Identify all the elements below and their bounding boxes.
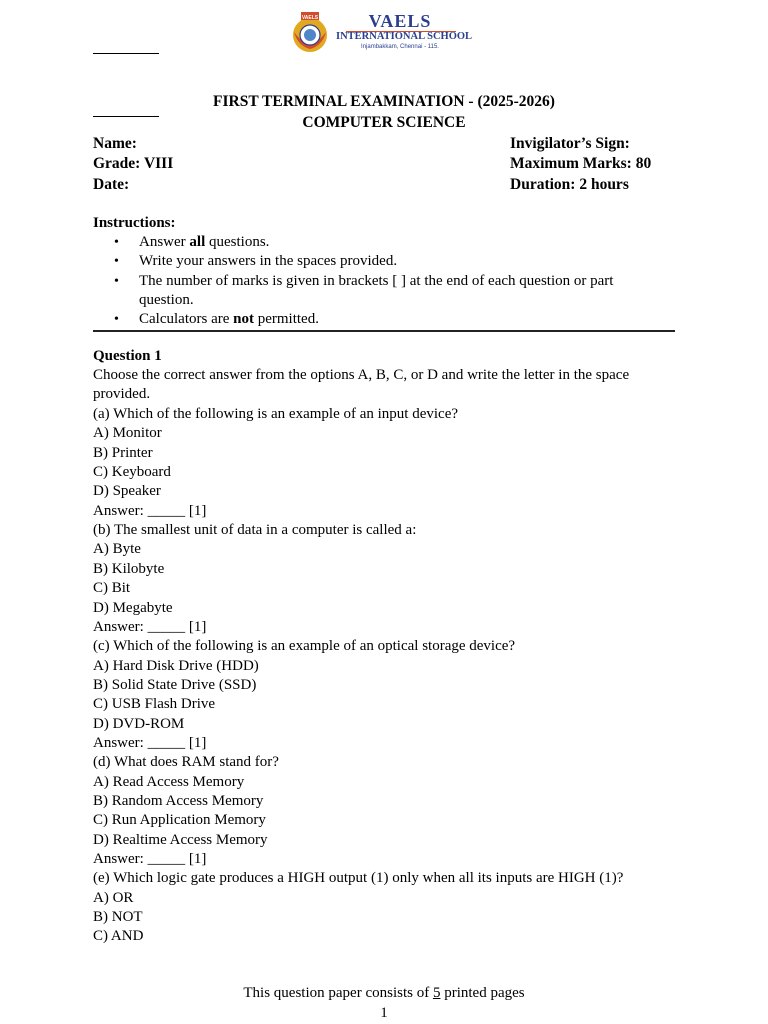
answer-blank: Answer: _____ [1] [93, 502, 207, 519]
answer-option: C) USB Flash Drive [93, 696, 216, 713]
answer-option: C) Keyboard [93, 464, 171, 481]
question-stem: (a) Which of the following is an example of an input device? [93, 406, 459, 422]
question-1-intro: Choose the correct answer from the options A, B, C, or D and write the letter in the space [93, 367, 630, 383]
answer-option: A) Byte [93, 541, 141, 558]
section-divider [93, 330, 675, 332]
answer-option: A) Read Access Memory [93, 773, 245, 790]
invigilator-sign-label: Invigilator’s Sign: [510, 135, 630, 152]
answer-blank: Answer: _____ [1] [93, 851, 207, 868]
question-stem: (b) The smallest unit of data in a computer is called a: [93, 522, 417, 539]
grade-label: Grade: VIII [93, 155, 174, 172]
answer-option: A) Monitor [93, 425, 162, 442]
answer-option: D) Realtime Access Memory [93, 831, 268, 848]
crest-text: VAELS [301, 15, 319, 21]
answer-option: D) Megabyte [93, 599, 173, 616]
answer-option: B) NOT [93, 909, 143, 926]
question-1-intro-cont: provided. [93, 386, 151, 402]
student-name-label: Name: [93, 135, 137, 152]
question-1-heading: Question 1 [93, 348, 162, 364]
instruction-item-1: Answer all questions. [139, 234, 270, 250]
question-stem: (d) What does RAM stand for? [93, 754, 279, 771]
answer-option: A) Hard Disk Drive (HDD) [93, 657, 259, 674]
bullet-4: • [114, 312, 119, 327]
question-stem: (e) Which logic gate produces a HIGH output (1) only when all its inputs are HIGH (1)? [93, 870, 624, 887]
page-number: 1 [380, 1005, 388, 1021]
duration-label: Duration: 2 hours [510, 176, 629, 193]
school-logo [286, 10, 473, 54]
school-crest-icon [286, 10, 334, 54]
answer-option: B) Solid State Drive (SSD) [93, 676, 257, 693]
exam-subject: COMPUTER SCIENCE [302, 114, 466, 131]
answer-option: C) Run Application Memory [93, 812, 266, 829]
instructions-heading: Instructions: [93, 215, 176, 231]
instruction-item-2: Write your answers in the spaces provided. [139, 253, 398, 269]
question-stem: (c) Which of the following is an example of an optical storage device? [93, 638, 516, 655]
bullet-3: • [114, 274, 119, 289]
answer-option: A) OR [93, 889, 134, 906]
max-marks-label: Maximum Marks: 80 [510, 155, 652, 172]
answer-blank: Answer: _____ [1] [93, 618, 207, 635]
answer-option: B) Random Access Memory [93, 793, 264, 809]
instruction-item-4: Calculators are not permitted. [139, 311, 319, 327]
bullet-2: • [114, 254, 119, 269]
school-name: INTERNATIONAL SCHOOL [336, 31, 473, 42]
answer-option: C) Bit [93, 580, 131, 597]
school-brand: VAELS [368, 11, 432, 31]
instruction-item-3-cont: question. [139, 292, 194, 308]
answer-blank: Answer: _____ [1] [93, 734, 207, 751]
bullet-1: • [114, 235, 119, 250]
instruction-item-3: The number of marks is given in brackets [ ] at the end of each question or part [139, 273, 614, 289]
answer-option: B) Printer [93, 444, 153, 461]
blank-field-line-1 [93, 53, 159, 54]
exam-title: FIRST TERMINAL EXAMINATION - (2025-2026) [213, 93, 555, 110]
answer-option: D) DVD-ROM [93, 715, 185, 732]
date-label: Date: [93, 176, 130, 193]
answer-option: C) AND [93, 928, 144, 945]
school-location: Injambakkam, Chennai - 115. [361, 44, 439, 50]
answer-option: B) Kilobyte [93, 560, 165, 577]
page-count-note: This question paper consists of 5 printed pages [243, 985, 525, 1001]
answer-option: D) Speaker [93, 483, 161, 500]
